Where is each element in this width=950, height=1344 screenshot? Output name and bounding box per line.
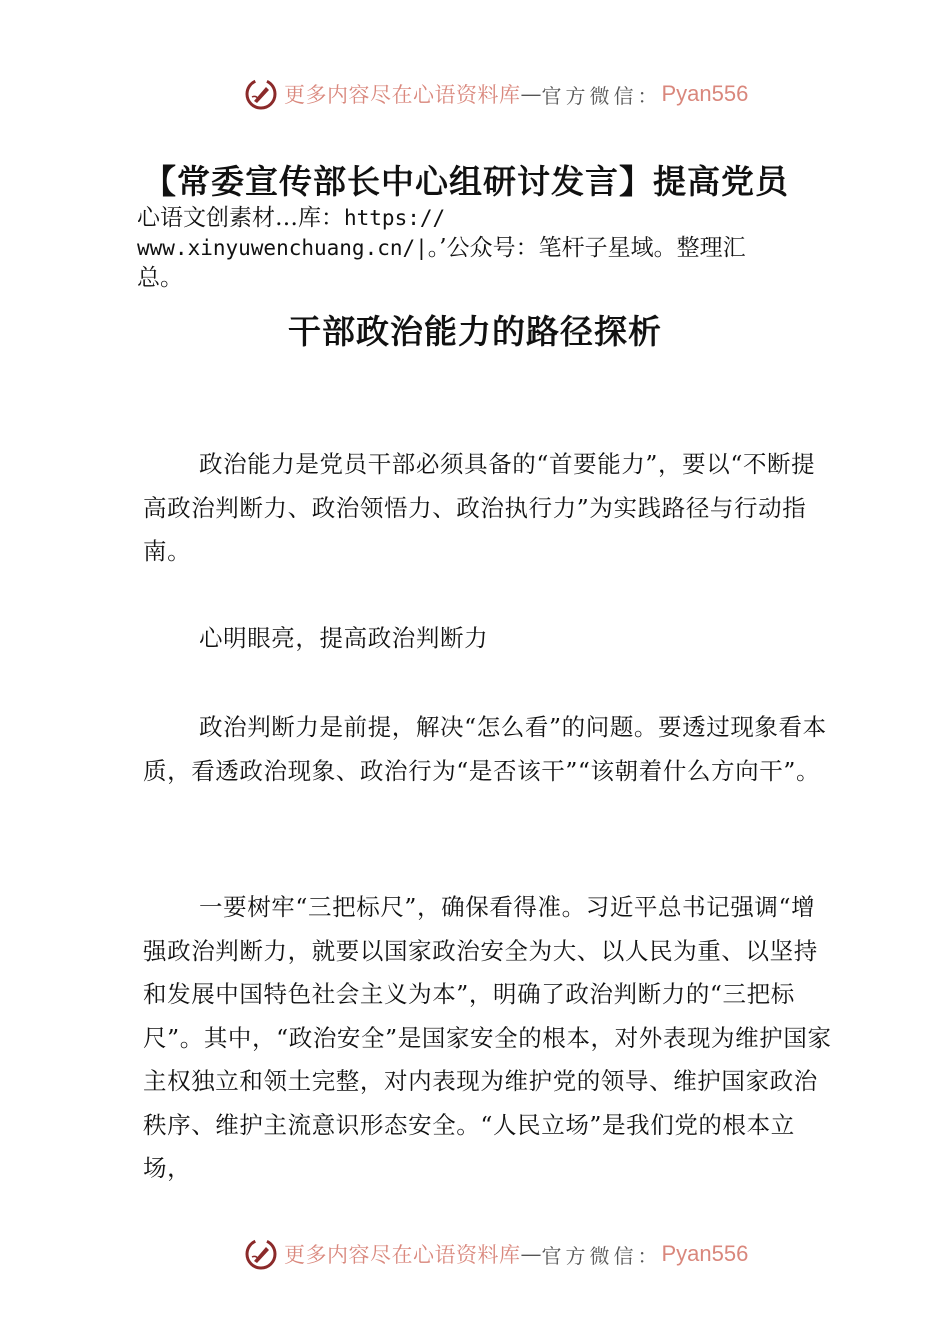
source-url-part2: www.xinyuwenchuang.cn/| bbox=[137, 236, 428, 260]
source-label: 心语文创素材…库： bbox=[137, 205, 344, 231]
source-end: 总。 bbox=[137, 265, 183, 291]
wechat-label: 官方微信： bbox=[541, 83, 662, 108]
pen-nib-logo-icon bbox=[244, 77, 278, 111]
banner-dash: — bbox=[520, 1242, 542, 1266]
footer-banner bbox=[244, 1234, 748, 1274]
promo-text: 更多内容尽在心语资料库 bbox=[284, 83, 521, 107]
paragraph-judgment: 政治判断力是前提，解决“怎么看”的问题。要透过现象看本质，看透政治现象、政治行为“是否该干”“该朝着什么方向干”。 bbox=[143, 713, 827, 785]
wechat-id: Pyan556 bbox=[661, 81, 749, 106]
source-url-part1: https:// bbox=[344, 206, 446, 230]
header-banner bbox=[244, 74, 748, 114]
document-title-line2: 干部政治能力的路径探析 bbox=[288, 312, 662, 351]
wechat-label: 官方微信： bbox=[541, 1243, 662, 1268]
section-heading: 心明眼亮，提高政治判断力 bbox=[199, 624, 489, 652]
pen-nib-logo-icon bbox=[244, 1237, 278, 1271]
document-title-line1: 【常委宣传部长中心组研讨发言】提高党员 bbox=[143, 162, 789, 201]
paragraph-intro: 政治能力是党员干部必须具备的“首要能力”，要以“不断提高政治判断力、政治领悟力、政治执行力”为实践路径与行动指南。 bbox=[143, 450, 816, 565]
source-account: 。’公众号：笔杆子星域。整理汇 bbox=[427, 235, 746, 261]
promo-text: 更多内容尽在心语资料库 bbox=[284, 1243, 521, 1267]
banner-dash: — bbox=[520, 82, 542, 106]
paragraph-three-rulers: 一要树牢“三把标尺”，确保看得准。习近平总书记强调“增强政治判断力，就要以国家政治安全为大、以人民为重、以坚持和发展中国特色社会主义为本”，明确了政治判断力的“三把标尺”。其中，“政治安全”是国家安全的根本，对外表现为维护国家主权独立和领土完整，对内表现为维护党的领导、维护国家政治秩序、维护主流意识形态安全。“人民立场”是我们党的根本立场， bbox=[143, 893, 832, 1182]
source-note bbox=[137, 203, 847, 293]
wechat-id: Pyan556 bbox=[661, 1241, 749, 1266]
